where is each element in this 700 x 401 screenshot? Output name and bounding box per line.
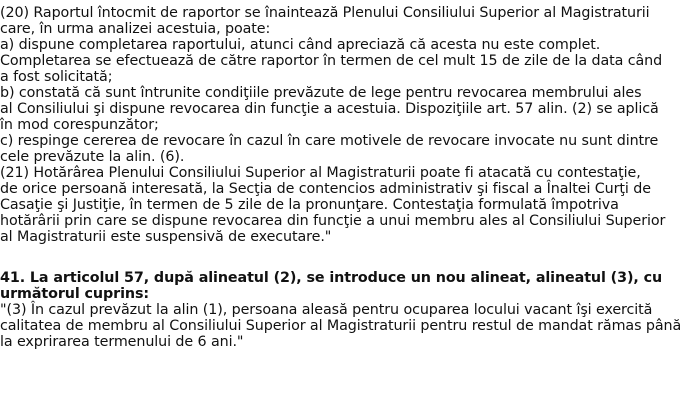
- item-a-line-1: a) dispune completarea raportului, atunci când apreciază că acesta nu este complet.: [0, 37, 601, 53]
- paragraph-21-line-5: al Magistraturii este suspensivă de executare.": [0, 229, 332, 245]
- point-41-heading-line-1: 41. La articolul 57, după alineatul (2), se introduce un nou alineat, alineatul (3), cu: [0, 270, 663, 286]
- paragraph-3-line-2: calitatea de membru al Consiliului Superior al Magistraturii pentru restul de mandat rămas până: [0, 318, 682, 334]
- paragraph-21-line-4: hotărârii prin care se dispune revocarea din funcţie a unui membru ales al Consiliului Superior: [0, 213, 666, 229]
- paragraph-21-line-2: de orice persoană interesată, la Secţia de contencios administrativ şi fiscal a Înaltei Curţi de: [0, 181, 651, 197]
- item-c-line-1: c) respinge cererea de revocare în cazul în care motivele de revocare invocate nu sunt dintre: [0, 133, 659, 149]
- item-b-line-3: în mod corespunzător;: [0, 117, 159, 133]
- item-a-line-3: a fost solicitată;: [0, 69, 113, 85]
- item-a-line-2: Completarea se efectuează de către raportor în termen de cel mult 15 de zile de la data când: [0, 53, 663, 69]
- paragraph-21-line-1: (21) Hotărârea Plenului Consiliului Superior al Magistraturii poate fi atacată cu contestaţie,: [0, 165, 641, 181]
- paragraph-3-line-3: la exprirarea termenului de 6 ani.": [0, 334, 244, 350]
- paragraph-21-line-3: Casaţie şi Justiţie, în termen de 5 zile de la pronunţare. Contestaţia formulată împotriva: [0, 197, 619, 213]
- paragraph-20-line-2: care, în urma analizei acestuia, poate:: [0, 21, 271, 37]
- item-c-line-2: cele prevăzute la alin. (6).: [0, 149, 185, 165]
- paragraph-3-line-1: "(3) În cazul prevăzut la alin (1), persoana aleasă pentru ocuparea locului vacant îşi exercită: [0, 302, 653, 318]
- point-41-heading-line-2: următorul cuprins:: [0, 286, 149, 302]
- paragraph-20-line-1: (20) Raportul întocmit de raportor se înaintează Plenului Consiliului Superior al Magistraturii: [0, 5, 650, 21]
- item-b-line-1: b) constată că sunt întrunite condiţiile prevăzute de lege pentru revocarea membrului ales: [0, 85, 642, 101]
- item-b-line-2: al Consiliului şi dispune revocarea din funcţie a acestuia. Dispoziţiile art. 57 alin. (2) se aplică: [0, 101, 659, 117]
